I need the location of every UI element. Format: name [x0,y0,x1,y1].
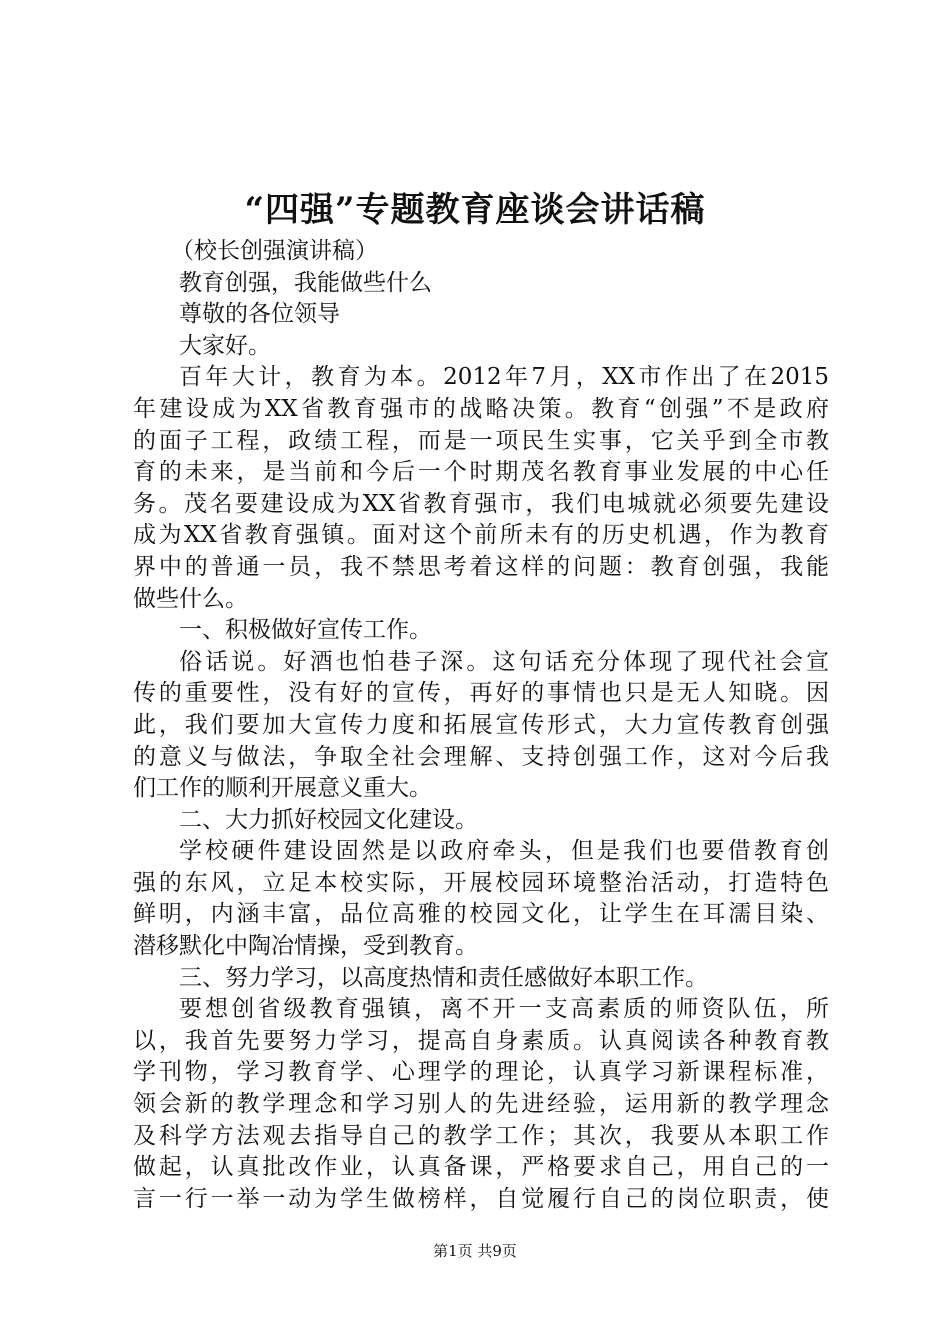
speech-topic: 教育创强，我能做些什么 [179,269,432,296]
paragraph-line: 百年大计，教育为本。2012年7月，XX市作出了在2015 [179,364,829,391]
section-heading-3: 三、努力学习，以高度热情和责任感做好本职工作。 [179,964,708,991]
paragraph-line: 要想创省级教育强镇，离不开一支高素质的师资队伍，所 [179,996,829,1023]
document-body [133,236,829,1215]
paragraph-line: 传的重要性，没有好的宣传，再好的事情也只是无人知晓。因 [133,680,829,707]
paragraph-line: 的意义与做法，争取全社会理解、支持创强工作，这对今后我 [133,743,829,770]
paragraph-line: 成为XX省教育强镇。面对这个前所未有的历史机遇，作为教育 [133,522,829,549]
paragraph-line: 的面子工程，政绩工程，而是一项民生实事，它关乎到全市教 [133,427,829,454]
salutation: 尊敬的各位领导 [179,301,340,328]
paragraph-line: 鲜明，内涵丰富，品位高雅的校园文化，让学生在耳濡目染、 [133,901,829,928]
greeting: 大家好。 [179,332,271,359]
paragraph-line: 及科学方法观去指导自己的教学工作；其次，我要从本职工作 [133,1122,829,1149]
paragraph-line: 做些什么。 [133,585,248,612]
paragraph-line: 们工作的顺利开展意义重大。 [133,775,432,802]
paragraph-line: 界中的普通一员，我不禁思考着这样的问题：教育创强，我能 [133,553,829,580]
paragraph-line: 做起，认真批改作业，认真备课，严格要求自己，用自己的一 [133,1154,829,1181]
paragraph-line: 育的未来，是当前和今后一个时期茂名教育事业发展的中心任 [133,459,829,486]
section-heading-1: 一、积极做好宣传工作。 [179,617,432,644]
paragraph-line: 年建设成为XX省教育强市的战略决策。教育“创强”不是政府 [133,395,829,422]
document-subtitle: （校长创强演讲稿） [171,238,378,264]
paragraph-line: 务。茂名要建设成为XX省教育强市，我们电城就必须要先建设 [133,490,829,517]
paragraph-line: 领会新的教学理念和学习别人的先进经验，运用新的教学理念 [133,1091,829,1118]
paragraph-line: 言一行一举一动为学生做榜样，自觉履行自己的岗位职责，使 [133,1185,829,1212]
page-footer: 第1页 共9页 [433,1242,517,1260]
paragraph-line: 俗话说。好酒也怕巷子深。这句话充分体现了现代社会宣 [179,648,829,675]
document-title: “四强”专题教育座谈会讲话稿 [244,190,706,230]
paragraph-line: 此，我们要加大宣传力度和拓展宣传形式，大力宣传教育创强 [133,711,829,738]
paragraph-line: 潜移默化中陶冶情操，受到教育。 [133,933,478,960]
paragraph-line: 以，我首先要努力学习，提高自身素质。认真阅读各种教育教 [133,1027,829,1054]
section-heading-2: 二、大力抓好校园文化建设。 [179,806,478,833]
paragraph-line: 强的东风，立足本校实际，开展校园环境整治活动，打造特色 [133,869,829,896]
paragraph-line: 学刊物，学习教育学、心理学的理论，认真学习新课程标准， [133,1059,829,1086]
paragraph-line: 学校硬件建设固然是以政府牵头，但是我们也要借教育创 [179,838,829,865]
